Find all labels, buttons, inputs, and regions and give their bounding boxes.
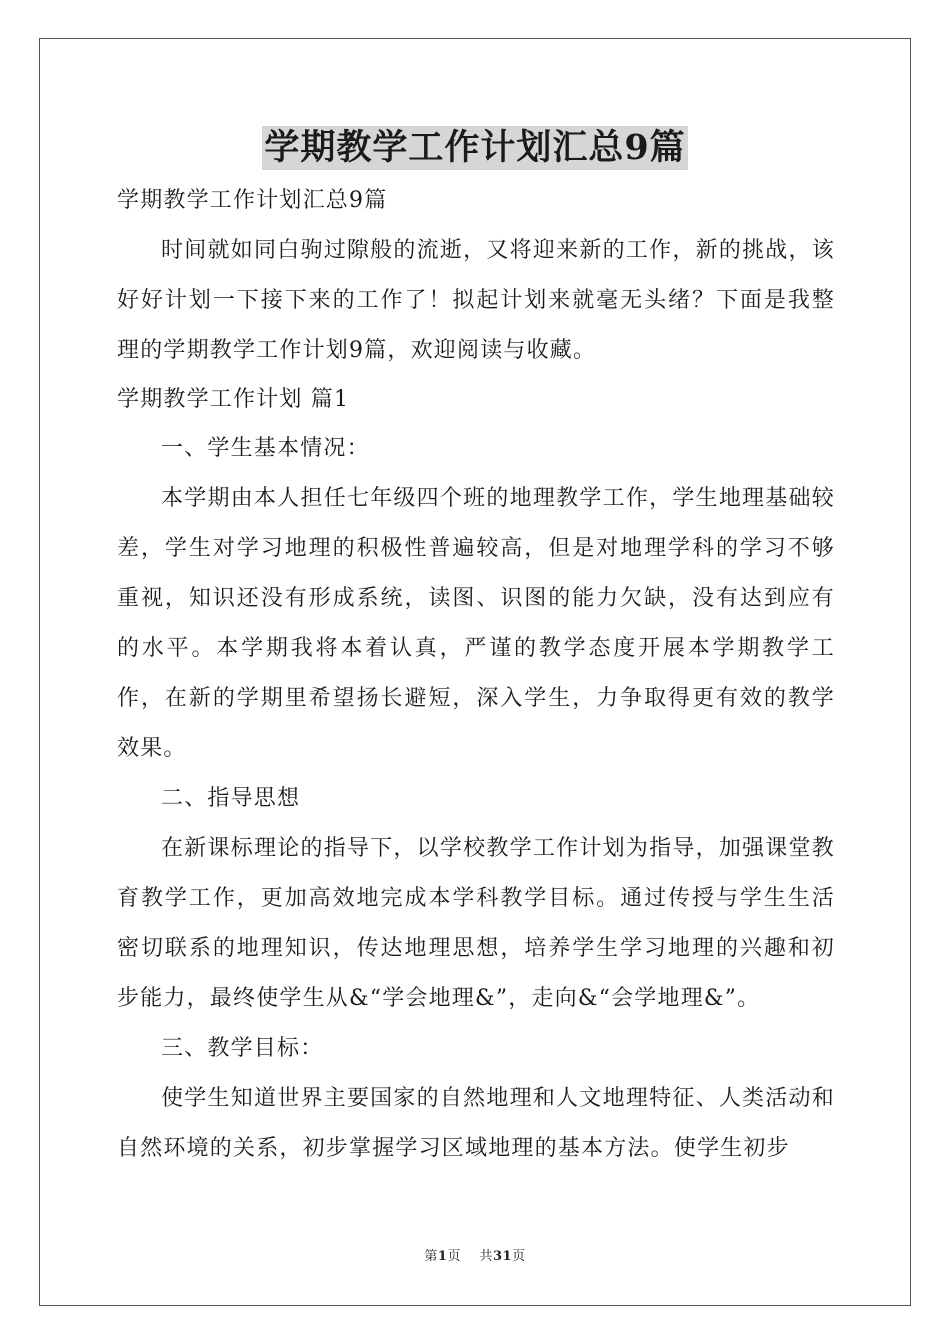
total-prefix: 共 [479,1249,493,1264]
paragraph-student-situation: 本学期由本人担任七年级四个班的地理教学工作，学生地理基础较差，学生对学习地理的积极性普遍较高，但是对地理学科的学习不够重视，知识还没有形成系统，读图、识图的能力欠缺，没有达到应有的水平。本学期我将本着认真，严谨的教学态度开展本学期教学工作，在新的学期里希望扬长避短，深入学生，力争取得更有效的教学效果。 [117,486,835,761]
total-pages: 31 [493,1249,513,1264]
title-container [0,126,950,170]
heading-guiding-ideology: 二、指导思想 [161,786,301,811]
document-body [117,176,835,1174]
page-suffix: 页 [447,1249,461,1264]
page-footer [0,1245,950,1264]
paragraph-guiding-ideology: 在新课标理论的指导下，以学校教学工作计划为指导，加强课堂教育教学工作，更加高效地完成本学科教学目标。通过传授与学生生活密切联系的地理知识，传达地理思想，培养学生学习地理的兴趣和初步能力，最终使学生从&“学会地理&”，走向&“会学地理&”。 [117,836,835,1011]
total-suffix: 页 [512,1249,526,1264]
intro-paragraph: 时间就如同白驹过隙般的流逝，又将迎来新的工作，新的挑战，该好好计划一下接下来的工作了！拟起计划来就毫无头绪？下面是我整理的学期教学工作计划9篇，欢迎阅读与收藏。 [117,238,835,363]
document-title: 学期教学工作计划汇总9篇 [264,127,686,168]
heading-teaching-goals: 三、教学目标： [161,1036,324,1061]
document-subtitle: 学期教学工作计划汇总9篇 [117,188,388,213]
paragraph-teaching-goals: 使学生知道世界主要国家的自然地理和人文地理特征、人类活动和自然环境的关系，初步掌握学习区域地理的基本方法。使学生初步 [117,1086,835,1161]
heading-student-situation: 一、学生基本情况： [161,436,370,461]
page-number: 1 [437,1249,448,1264]
section-heading-plan-1: 学期教学工作计划 篇1 [117,387,350,412]
page-prefix: 第 [424,1249,438,1264]
